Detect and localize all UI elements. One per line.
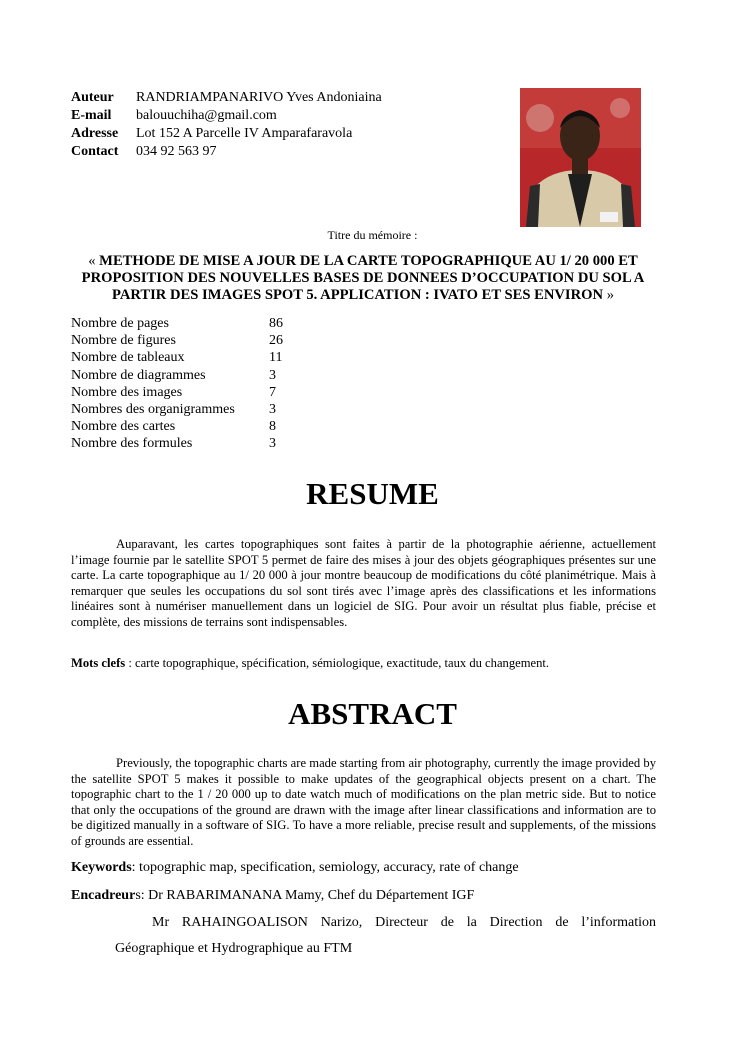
stats-list	[71, 315, 283, 453]
encadreur-2: Mr RAHAINGOALISON Narizo, Directeur de la Direction de l’information	[152, 915, 656, 930]
author-row	[71, 89, 382, 107]
stats-row	[71, 349, 283, 366]
resume-heading: RESUME	[306, 476, 439, 511]
stat-name: Nombre des formules	[71, 436, 193, 452]
stat-value: 3	[269, 436, 276, 452]
address-row	[71, 125, 382, 143]
stat-value: 26	[269, 333, 283, 349]
email-value: balouuchiha@gmail.com	[136, 108, 277, 123]
encadreurs-line-1	[71, 888, 474, 904]
author-value: RANDRIAMPANARIVO Yves Andoniaina	[136, 90, 382, 105]
stat-value: 8	[269, 419, 276, 435]
resume-text: Auparavant, les cartes topographiques sont faites à partir de la photographie aérienne, actuellement l’image fournie par le satellite SPOT 5 permet de faire des mises à jour des objets géographiques présentes sur une carte. La carte topographique au 1/ 20 000 à jour montre beaucoup de modifications du côté planimétrique. Mais à remarquer que seules les occupations du sol sont tirés avec l’image après des classifications et les informations linéaires sont à numériser manuellement dans un logiciel de SIG. Pour avoir un résultat plus fiable, précise et complète, des missions de terrains sont indispensables.	[71, 537, 656, 629]
author-photo	[520, 88, 641, 227]
encadreur-2-continued: Géographique et Hydrographique au FTM	[115, 941, 353, 956]
encadreur-1: Dr RABARIMANANA Mamy, Chef du Département IGF	[144, 888, 475, 903]
keywords-label: Keywords	[71, 860, 132, 875]
stat-value: 3	[269, 402, 276, 418]
stats-row	[71, 332, 283, 349]
stats-row	[71, 435, 283, 452]
memoire-title-text: METHODE DE MISE A JOUR DE LA CARTE TOPOGRAPHIQUE AU 1/ 20 000 ET PROPOSITION DES NOUVELLES BASES DE DONNEES D’OCCUPATION DU SOL A PARTIR DES IMAGES SPOT 5. APPLICATION : IVATO ET SES ENVIRON	[81, 253, 645, 303]
open-quote: «	[88, 253, 96, 269]
author-label: Auteur	[71, 90, 114, 105]
stat-value: 86	[269, 316, 283, 331]
keywords	[71, 860, 519, 876]
author-photo-image	[520, 88, 641, 227]
mots-clefs-text: : carte topographique, spécification, sémiologique, exactitude, taux du changement.	[125, 656, 550, 670]
stat-name: Nombre des images	[71, 384, 183, 400]
close-quote: »	[606, 287, 614, 303]
stat-value: 11	[269, 350, 283, 366]
contact-label: Contact	[71, 144, 119, 159]
stat-name: Nombre des cartes	[71, 419, 176, 435]
address-label: Adresse	[71, 126, 119, 141]
stat-value: 3	[269, 367, 276, 383]
abstract-text: Previously, the topographic charts are made starting from air photography, currently the image provided by the satellite SPOT 5 makes it possible to make updates of the geographical objects present on a chart. The topographic chart to the 1 / 20 000 up to date watch much of modifications on the plan metric side. But to notice that only the occupations of the ground are drawn with the image after linear classifications and information are to be digitized manually in a software of SIG. To have a more reliable, precise result and supplements, of the missions of grounds are essential.	[71, 756, 656, 848]
stats-row	[71, 401, 283, 418]
encadreurs-label-rest: s:	[135, 888, 145, 903]
stat-name: Nombres des organigrammes	[71, 402, 235, 418]
resume-paragraph	[71, 537, 656, 631]
encadreurs-label-bold: Encadreur	[71, 888, 136, 903]
mots-clefs	[71, 656, 549, 671]
address-value: Lot 152 A Parcelle IV Amparafaravola	[136, 126, 353, 141]
stat-name: Nombre de pages	[71, 316, 169, 331]
memoire-label: Titre du mémoire :	[327, 228, 418, 242]
stats-row	[71, 384, 283, 401]
mots-clefs-label: Mots clefs	[71, 656, 126, 670]
author-info	[71, 89, 382, 161]
stats-row	[71, 315, 283, 332]
keywords-text: : topographic map, specification, semiology, accuracy, rate of change	[131, 860, 519, 875]
contact-value: 034 92 563 97	[136, 144, 217, 159]
email-label: E-mail	[71, 108, 112, 123]
contact-row	[71, 143, 382, 161]
abstract-paragraph	[71, 756, 656, 850]
stat-name: Nombre de tableaux	[71, 350, 185, 366]
stats-row	[71, 367, 283, 384]
stat-name: Nombre de diagrammes	[71, 367, 206, 383]
stat-value: 7	[269, 384, 276, 400]
memoire-title	[70, 253, 656, 304]
stat-name: Nombre de figures	[71, 333, 176, 349]
email-row	[71, 107, 382, 125]
abstract-heading: ABSTRACT	[288, 696, 457, 731]
stats-row	[71, 418, 283, 435]
